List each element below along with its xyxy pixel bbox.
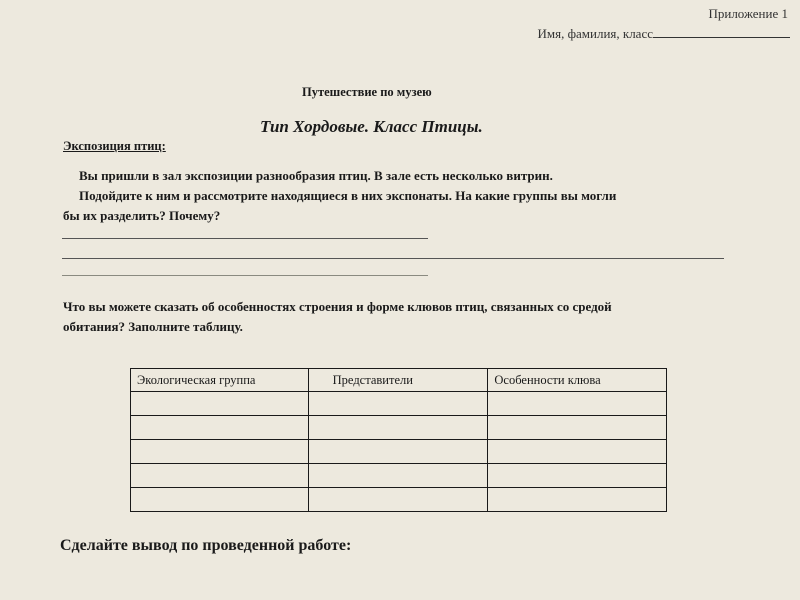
table-cell[interactable]: [131, 464, 309, 488]
student-name-label: Имя, фамилия, класс: [537, 26, 653, 41]
column-header-beak-features: Особенности клюва: [488, 369, 667, 392]
answer-line[interactable]: [62, 275, 428, 276]
intro-paragraph: [63, 166, 743, 226]
table-cell[interactable]: [308, 416, 488, 440]
appendix-label: Приложение 1: [708, 6, 788, 21]
column-header-ecological-group: Экологическая группа: [131, 369, 309, 392]
answer-line[interactable]: [62, 258, 724, 259]
worksheet-title: Тип Хордовые. Класс Птицы.: [260, 117, 483, 136]
table-cell[interactable]: [488, 416, 667, 440]
table-cell[interactable]: [131, 416, 309, 440]
table-cell[interactable]: [308, 464, 488, 488]
student-name-blank[interactable]: [653, 25, 790, 38]
table-cell[interactable]: [488, 464, 667, 488]
table-cell[interactable]: [308, 440, 488, 464]
table-header-row: [131, 369, 667, 392]
table-cell[interactable]: [488, 440, 667, 464]
answer-line[interactable]: [62, 238, 428, 239]
question-line: обитания? Заполните таблицу.: [63, 319, 243, 334]
table-cell[interactable]: [131, 488, 309, 512]
table-row: [131, 464, 667, 488]
table-cell[interactable]: [308, 392, 488, 416]
section-heading: Экспозиция птиц:: [63, 139, 166, 153]
table-row: [131, 440, 667, 464]
table-row: [131, 392, 667, 416]
intro-line: Подойдите к ним и рассмотрите находящиеся в них экспонаты. На какие группы вы могли: [79, 188, 617, 203]
ecology-table: [130, 368, 667, 512]
question-line: Что вы можете сказать об особенностях строения и форме клювов птиц, связанных со средой: [63, 299, 612, 314]
table-cell[interactable]: [488, 392, 667, 416]
intro-line: Вы пришли в зал экспозиции разнообразия птиц. В зале есть несколько витрин.: [79, 168, 553, 183]
table-row: [131, 416, 667, 440]
table-cell[interactable]: [308, 488, 488, 512]
conclusion-prompt: Сделайте вывод по проведенной работе:: [60, 537, 352, 554]
worksheet-subtitle: Путешествие по музею: [302, 85, 432, 99]
table-cell[interactable]: [131, 392, 309, 416]
intro-line: бы их разделить? Почему?: [63, 208, 221, 223]
table-cell[interactable]: [131, 440, 309, 464]
table-cell[interactable]: [488, 488, 667, 512]
column-header-representatives: Представители: [308, 369, 488, 392]
table-row: [131, 488, 667, 512]
beak-question: [63, 297, 743, 337]
student-name-field: [537, 25, 790, 42]
